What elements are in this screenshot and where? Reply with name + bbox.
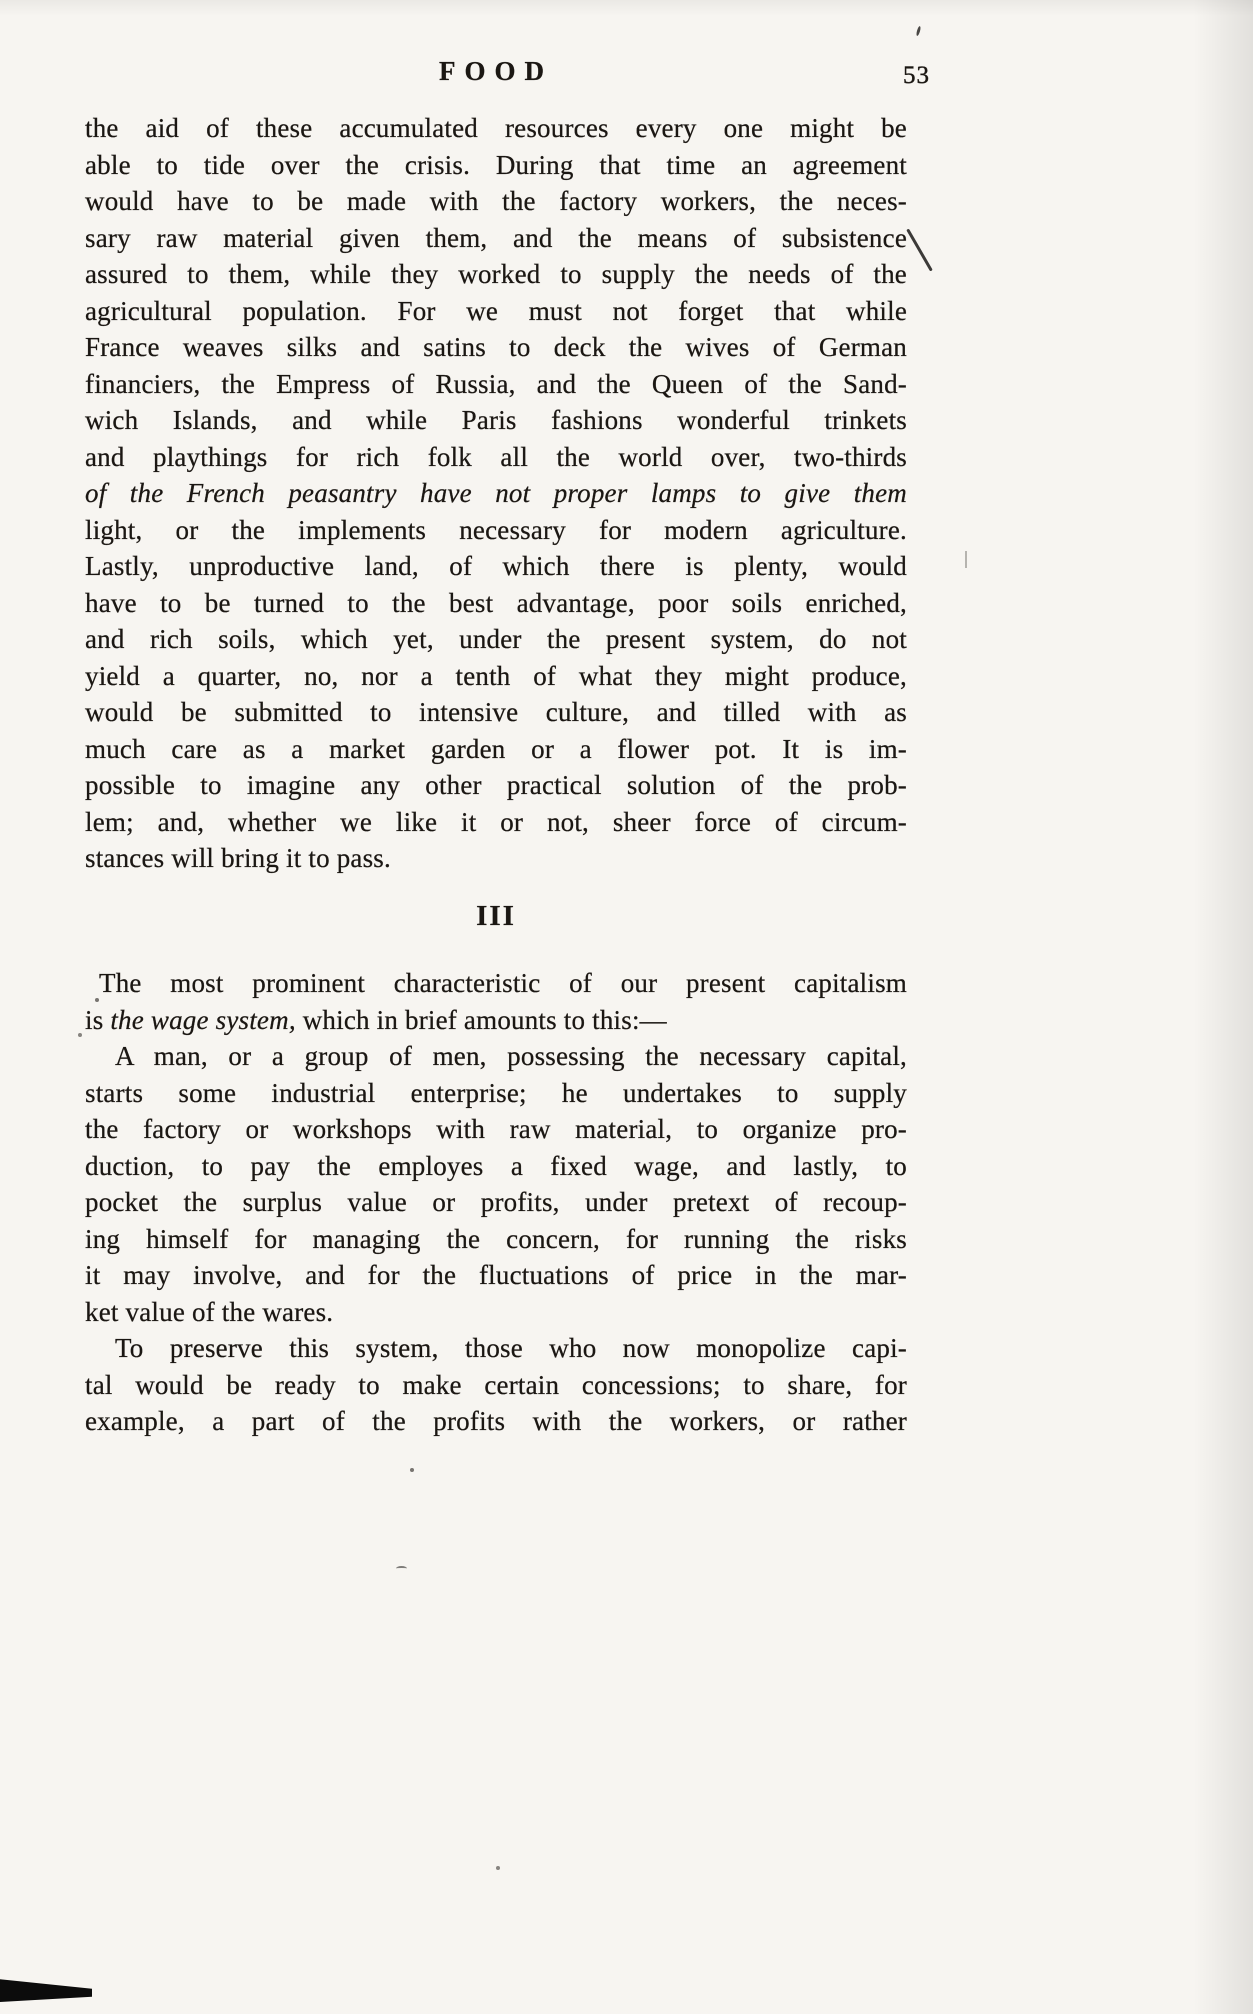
text-line xyxy=(85,965,907,1002)
paragraph-block-top xyxy=(85,110,907,877)
text-line xyxy=(85,621,907,658)
page-title: FOOD xyxy=(439,56,553,86)
text: sary raw material given them, and the means of subsistence xyxy=(85,222,907,253)
text-line xyxy=(85,475,907,512)
text: example, a part of the profits with the workers, or rather xyxy=(85,1406,907,1436)
text-line xyxy=(85,1403,907,1440)
text: A man, or a group of men, possessing the necessary capital, xyxy=(115,1041,907,1071)
text: which in brief amounts to this:— xyxy=(295,1004,667,1035)
text-line xyxy=(85,1330,907,1367)
text-line xyxy=(85,804,907,841)
text: financiers, the Empress of Russia, and the Queen of the Sand- xyxy=(85,368,907,399)
text-line xyxy=(85,439,907,476)
text: ing himself for managing the concern, for running the risks xyxy=(85,1223,907,1254)
text: is xyxy=(85,1004,111,1035)
text: stances will bring it to pass. xyxy=(85,843,391,873)
text-line xyxy=(85,1075,907,1112)
text: possible to imagine any other practical solution of the prob- xyxy=(85,770,907,800)
text-line xyxy=(85,183,907,220)
dot-mark xyxy=(496,1866,500,1870)
text: tal would be ready to make certain concessions; to share, for xyxy=(85,1369,907,1400)
text: would be submitted to intensive culture, and tilled with as xyxy=(85,697,907,727)
margin-dash-mark xyxy=(965,551,967,568)
dot-mark xyxy=(410,1468,414,1472)
text-line xyxy=(85,402,907,439)
page-number: 53 xyxy=(903,62,930,89)
text-line xyxy=(85,585,907,622)
text-line xyxy=(85,1038,907,1075)
text: France weaves silks and satins to deck the wives of German xyxy=(85,332,907,362)
text: starts some industrial enterprise; he undertakes to supply xyxy=(85,1077,907,1108)
paragraph xyxy=(85,110,907,877)
text: and playthings for rich folk all the world over, two-thirds xyxy=(85,441,907,472)
text: able to tide over the crisis. During that time an agreement xyxy=(85,149,907,180)
text-line xyxy=(85,1002,907,1039)
text: and rich soils, which yet, under the present system, do not xyxy=(85,624,907,654)
text-line xyxy=(85,256,907,293)
page-edge-shadow xyxy=(1193,0,1253,2014)
text: To preserve this system, those who now monopolize capi- xyxy=(115,1333,907,1363)
text-line xyxy=(85,366,907,403)
text-line xyxy=(85,694,907,731)
italic-text: of the French peasantry have not proper lamps to give them xyxy=(85,478,907,508)
italic-text: the wage system, xyxy=(110,1004,296,1035)
text-line xyxy=(85,1257,907,1294)
text-line xyxy=(85,658,907,695)
text: much care as a market garden or a flower pot. It is im- xyxy=(85,733,907,764)
paragraph-block-bottom xyxy=(85,965,907,1440)
paragraph xyxy=(85,1330,907,1440)
text-line xyxy=(85,110,907,147)
text-column xyxy=(85,110,907,1440)
text: lem; and, whether we like it or not, sheer force of circum- xyxy=(85,806,907,837)
text: light, or the implements necessary for modern agriculture. xyxy=(85,514,907,545)
paragraph xyxy=(85,1038,907,1330)
text: wich Islands, and while Paris fashions wonderful trinkets xyxy=(85,405,907,435)
text-line xyxy=(85,767,907,804)
text: would have to be made with the factory workers, the neces- xyxy=(85,186,907,216)
text-line xyxy=(85,1294,907,1331)
pen-stroke-mark xyxy=(906,228,933,271)
text-line xyxy=(85,220,907,257)
section-heading: III xyxy=(476,899,516,932)
text-line xyxy=(85,1367,907,1404)
text: Lastly, unproductive land, of which there is plenty, would xyxy=(85,551,907,581)
page-edge-shadow xyxy=(0,0,1253,16)
text: The most prominent characteristic of our present capitalism xyxy=(99,968,907,998)
speck-mark xyxy=(916,26,922,36)
text-line xyxy=(85,548,907,585)
corner-smudge-mark xyxy=(0,1978,92,2002)
text-line xyxy=(85,1184,907,1221)
text-line xyxy=(85,512,907,549)
text-line xyxy=(85,293,907,330)
text-line xyxy=(85,1221,907,1258)
text: the aid of these accumulated resources every one might be xyxy=(85,113,907,143)
text: the factory or workshops with raw material, to organize pro- xyxy=(85,1114,907,1144)
text: pocket the surplus value or profits, under pretext of recoup- xyxy=(85,1187,907,1217)
text-line xyxy=(85,1111,907,1148)
text-line xyxy=(85,840,907,877)
text-line xyxy=(85,147,907,184)
text: have to be turned to the best advantage, poor soils enriched, xyxy=(85,587,907,618)
dot-mark xyxy=(78,1033,82,1037)
text: it may involve, and for the fluctuations of price in the mar- xyxy=(85,1260,907,1290)
text: ket value of the wares. xyxy=(85,1296,334,1327)
dot-mark xyxy=(95,998,99,1002)
text: agricultural population. For we must not forget that while xyxy=(85,295,907,326)
text: yield a quarter, no, nor a tenth of what they might produce, xyxy=(85,660,907,691)
text-line xyxy=(85,329,907,366)
text: assured to them, while they worked to supply the needs of the xyxy=(85,259,907,289)
squiggle-mark xyxy=(396,1566,407,1571)
text-line xyxy=(85,1148,907,1185)
text: duction, to pay the employes a fixed wage, and lastly, to xyxy=(85,1150,907,1181)
paragraph xyxy=(85,965,907,1038)
text-line xyxy=(85,731,907,768)
